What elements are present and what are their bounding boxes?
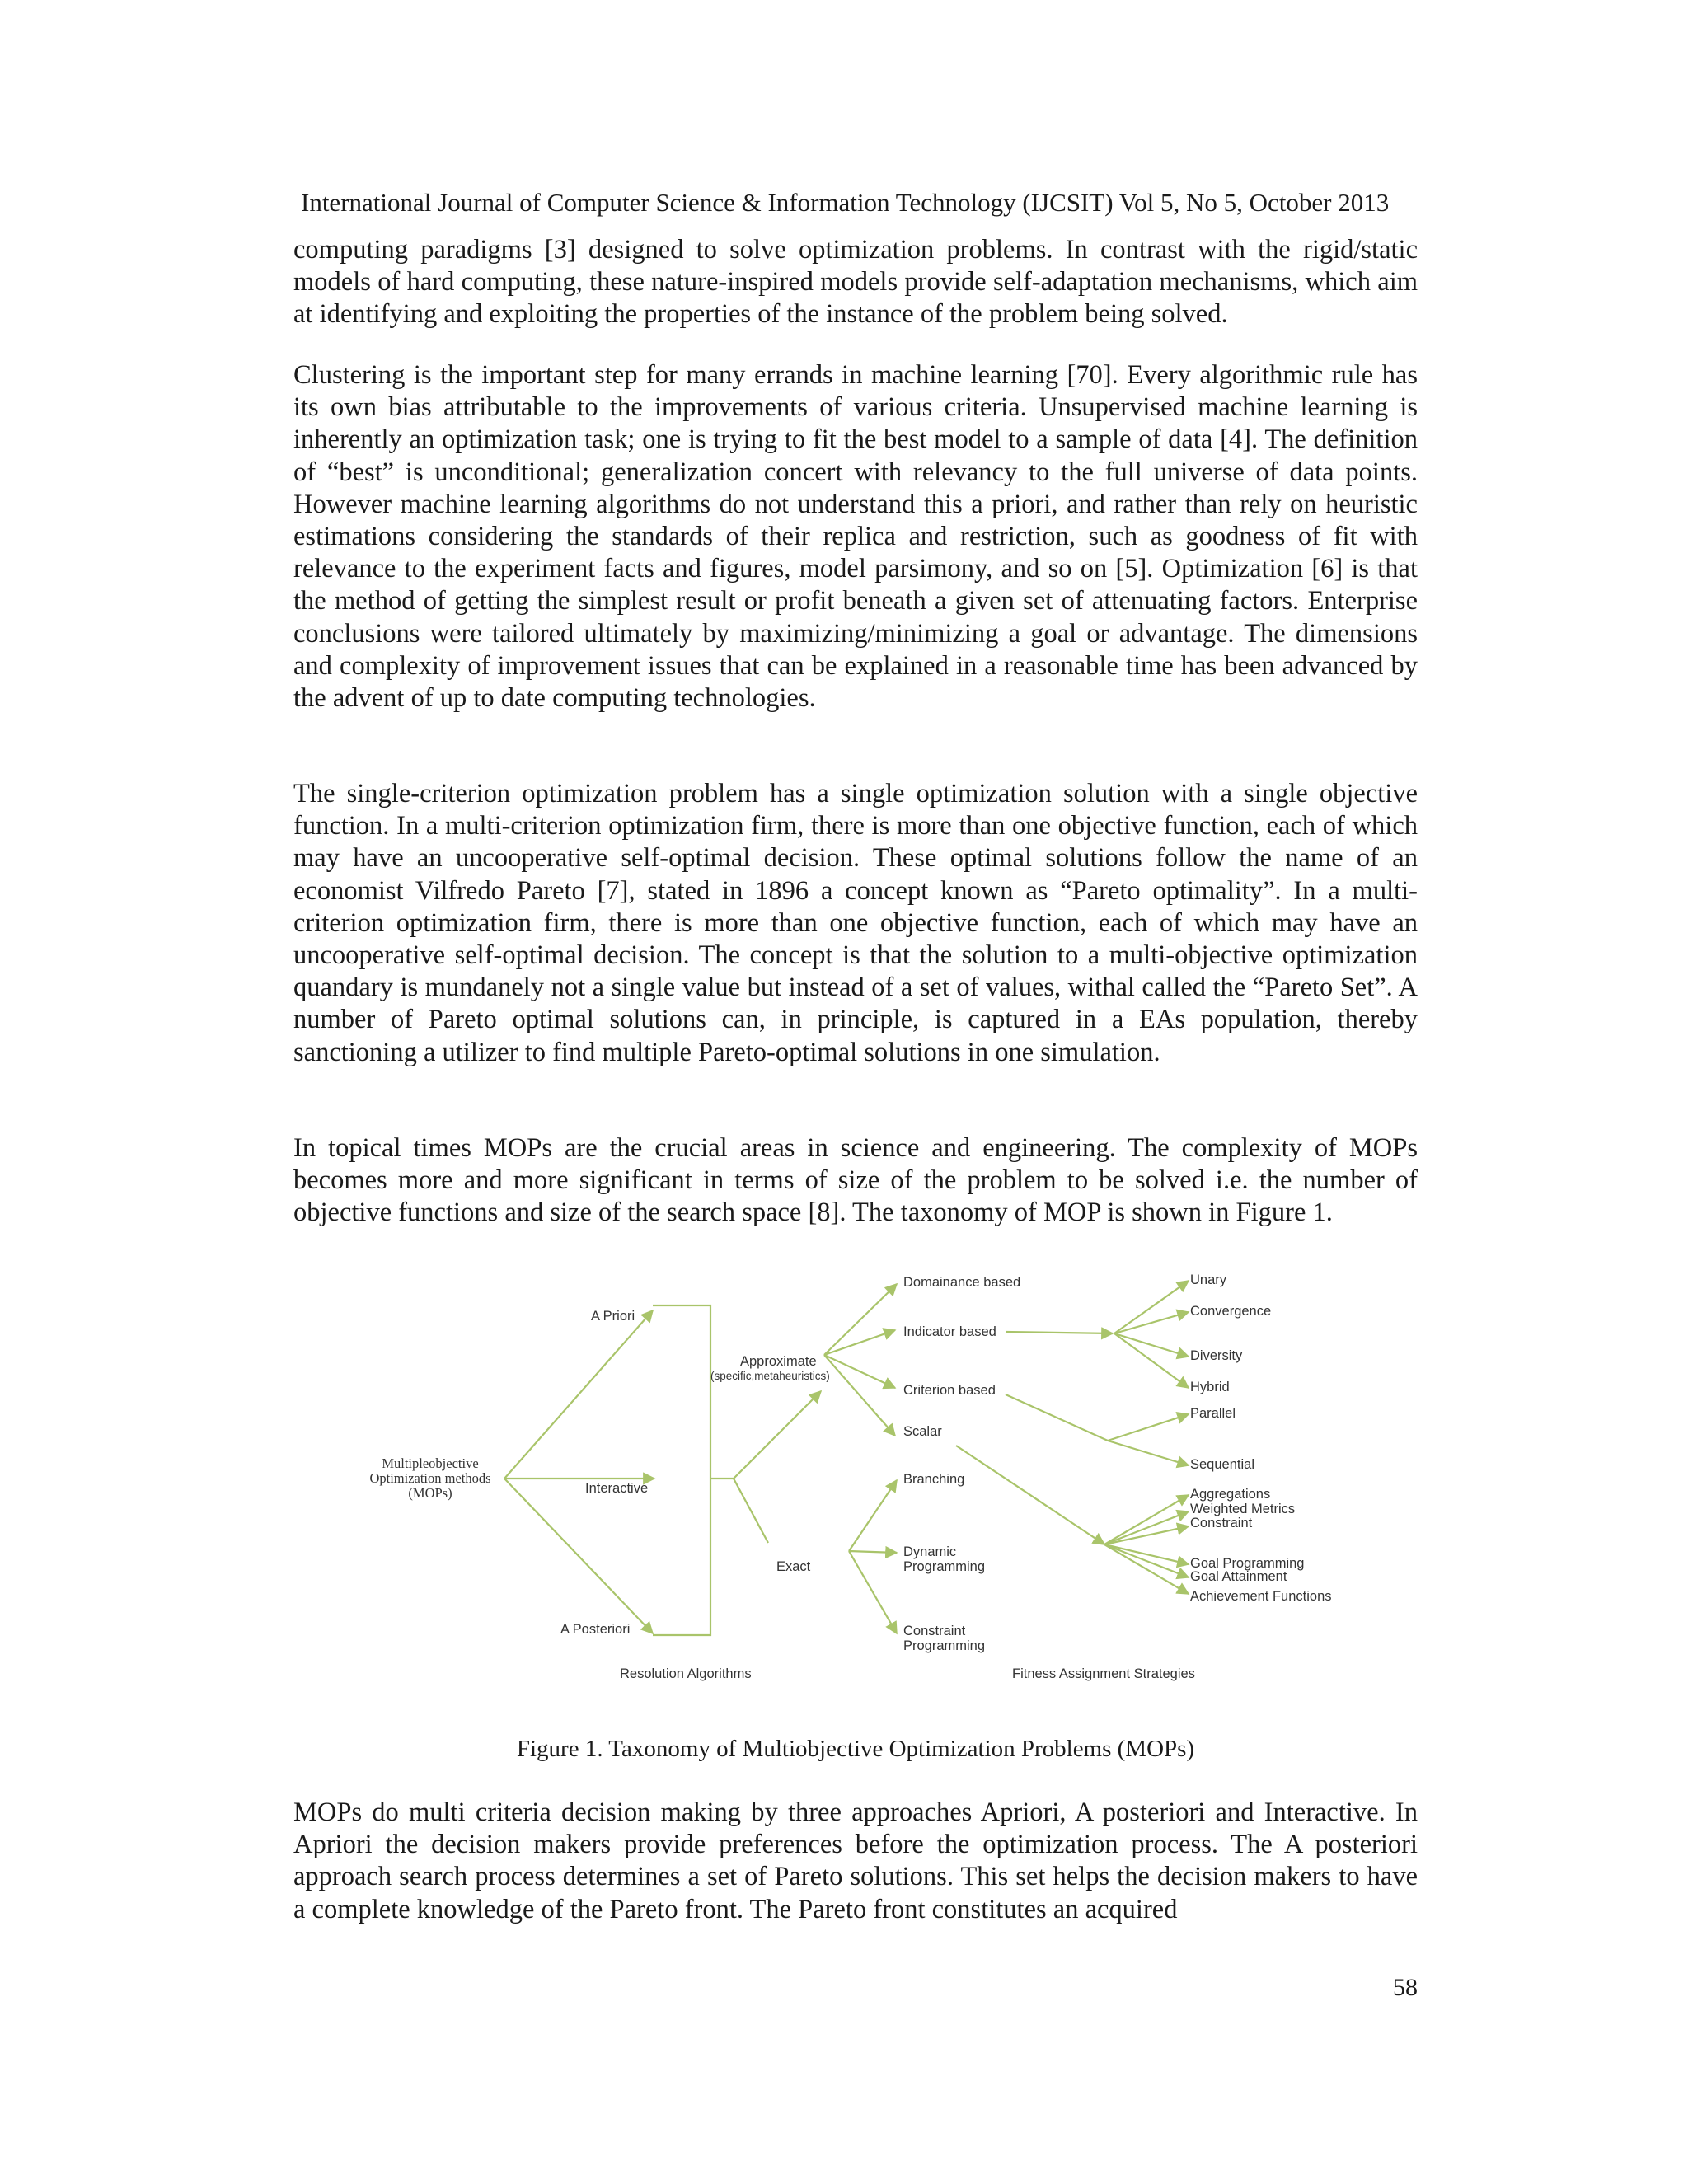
edge-criterion-parallel: [1108, 1414, 1189, 1441]
label-dominance-based: Domainance based: [903, 1275, 1021, 1290]
edge-scalar-hub: [956, 1446, 1104, 1544]
bracket-decision: [653, 1305, 710, 1635]
edge-indicator-hub: [1006, 1332, 1113, 1333]
edge-root-apriori: [504, 1310, 653, 1479]
paragraph-1: computing paradigms [3] designed to solve optimization problems. In contrast with the rigid/static models of hard computing, these nature-inspired models provide self-adaptation mechanisms, which aim at identifying and exploiting the properties of the instance of the problem being solved.: [293, 235, 1418, 330]
label-dynamic-programming: Programming: [903, 1559, 986, 1574]
paragraph-4: In topical times MOPs are the crucial areas in science and engineering. The complexity of MOPs becomes more and more significant in terms of size of the problem to be solved i.e. the number of objective functions and size of the search space [8]. The taxonomy of MOP is shown in Figure 1.: [293, 1133, 1418, 1228]
taxonomy-diagram: [346, 1254, 1368, 1699]
label-constraint: Constraint: [903, 1624, 966, 1638]
label-approximate-note: (specific,metaheuristics): [710, 1370, 830, 1382]
edge-approx-dominance: [824, 1284, 897, 1355]
label-fitness-assignment: Fitness Assignment Strategies: [1012, 1666, 1195, 1681]
edge-exact-dynamic: [849, 1551, 897, 1553]
edge-indicator-diversity: [1114, 1333, 1189, 1357]
running-header: International Journal of Computer Science & Information Technology (IJCSIT) Vol 5, No 5, October 2013: [301, 188, 1390, 217]
edge-scalar-constraint: [1104, 1526, 1189, 1544]
edge-approx-scalar: [824, 1355, 895, 1436]
edge-hub-approximate: [734, 1391, 821, 1479]
label-goal-programming: Goal Programming: [1190, 1556, 1305, 1571]
edge-approx-indicator: [824, 1330, 895, 1355]
label-criterion-based: Criterion based: [903, 1383, 996, 1398]
edge-criterion-hub: [1006, 1394, 1108, 1441]
label-a-priori: A Priori: [591, 1309, 635, 1324]
label-aggregations: Aggregations: [1190, 1487, 1271, 1502]
label-parallel: Parallel: [1190, 1406, 1236, 1421]
edge-scalar-aggregations: [1104, 1495, 1189, 1544]
label-goal-attainment: Goal Attainment: [1190, 1569, 1287, 1584]
label-constraint-programming: Programming: [903, 1638, 986, 1653]
figure-caption: Figure 1. Taxonomy of Multiobjective Optimization Problems (MOPs): [516, 1736, 1195, 1762]
label-diversity: Diversity: [1190, 1348, 1243, 1363]
label-exact: Exact: [776, 1559, 811, 1574]
label-sequential: Sequential: [1190, 1457, 1254, 1472]
edge-scalar-weighted: [1104, 1511, 1189, 1544]
label-dynamic: Dynamic: [903, 1544, 957, 1559]
edge-scalar-achievement: [1104, 1544, 1189, 1594]
label-branching: Branching: [903, 1472, 965, 1487]
paragraph-3: The single-criterion optimization problem has a single optimization solution with a single objective function. In a multi-criterion optimization firm, there is more than one objective function, each of which may have an uncooperative self-optimal decision. These optimal solutions follow the name of an economist Vilfredo Pareto [7], stated in 1896 a concept known as “Pareto optimality”. In a multi-criterion optimization firm, there is more than one objective function, each of which may have an uncooperative self-optimal decision. The concept is that the solution to a multi-objective optimization quandary is mundanely not a single value but instead of a set of values, withal called the “Pareto Set”. A number of Pareto optimal solutions can, in principle, is captured in a EAs population, thereby sanctioning a utilizer to find multiple Pareto-optimal solutions in one simulation.: [293, 779, 1418, 1067]
edge-indicator-hybrid: [1114, 1333, 1189, 1388]
edge-indicator-unary: [1114, 1281, 1189, 1333]
edge-criterion-sequential: [1108, 1441, 1189, 1465]
paragraph-2: Clustering is the important step for many errands in machine learning [70]. Every algorithmic rule has its own bias attributable to the improvements of various criteria. Unsupervised machine learning is inherently an optimization task; one is trying to fit the best model to a sample of data [4]. The definition of “best” is unconditional; generalization concert with relevancy to the full universe of data points. However machine learning algorithms do not understand this a priori, and rather than rely on heuristic estimations considering the standards of their replica and restriction, such as goodness of fit with relevance to the experiment facts and figures, model parsimony, and so on [5]. Optimization [6] is that the method of getting the simplest result or profit beneath a given set of attenuating factors. Enterprise conclusions were tailored ultimately by maximizing/minimizing a goal or advantage. The dimensions and complexity of improvement issues that can be explained in a reasonable time has been advanced by the advent of up to date computing technologies.: [293, 360, 1418, 714]
label-scalar: Scalar: [903, 1424, 942, 1439]
label-achievement-functions: Achievement Functions: [1190, 1589, 1332, 1604]
label-interactive: Interactive: [585, 1481, 649, 1496]
edge-exact-branching: [849, 1480, 897, 1551]
label-approximate: Approximate: [740, 1354, 817, 1369]
edge-approx-criterion: [824, 1355, 895, 1388]
label-unary: Unary: [1190, 1272, 1227, 1287]
paragraph-5: MOPs do multi criteria decision making by three approaches Apriori, A posteriori and Interactive. In Apriori the decision makers provide preferences before the optimization process. The A posteriori approach search process determines a set of Pareto solutions. This set helps the decision makers to have a complete knowledge of the Pareto front. The Pareto front constitutes an acquired: [293, 1797, 1418, 1924]
label-hybrid: Hybrid: [1190, 1380, 1230, 1394]
edge-hub-exact: [734, 1479, 768, 1543]
label-weighted-metrics: Weighted Metrics: [1190, 1502, 1296, 1516]
label-constraint-scalar: Constraint: [1190, 1516, 1253, 1530]
page-number: 58: [1393, 1974, 1418, 2001]
label-a-posteriori: A Posteriori: [560, 1622, 631, 1637]
root-label-line3: (MOPs): [408, 1485, 452, 1501]
edge-indicator-convergence: [1114, 1312, 1189, 1333]
root-label-line2: Optimization methods: [369, 1470, 491, 1486]
edge-exact-constraint: [849, 1551, 897, 1633]
root-label-line1: Multipleobjective: [382, 1455, 479, 1471]
edge-root-aposteriori: [504, 1479, 653, 1633]
label-convergence: Convergence: [1190, 1304, 1272, 1319]
label-resolution-algorithms: Resolution Algorithms: [620, 1666, 752, 1681]
mop-taxonomy-figure: [346, 1254, 1368, 1699]
label-indicator-based: Indicator based: [903, 1324, 996, 1339]
